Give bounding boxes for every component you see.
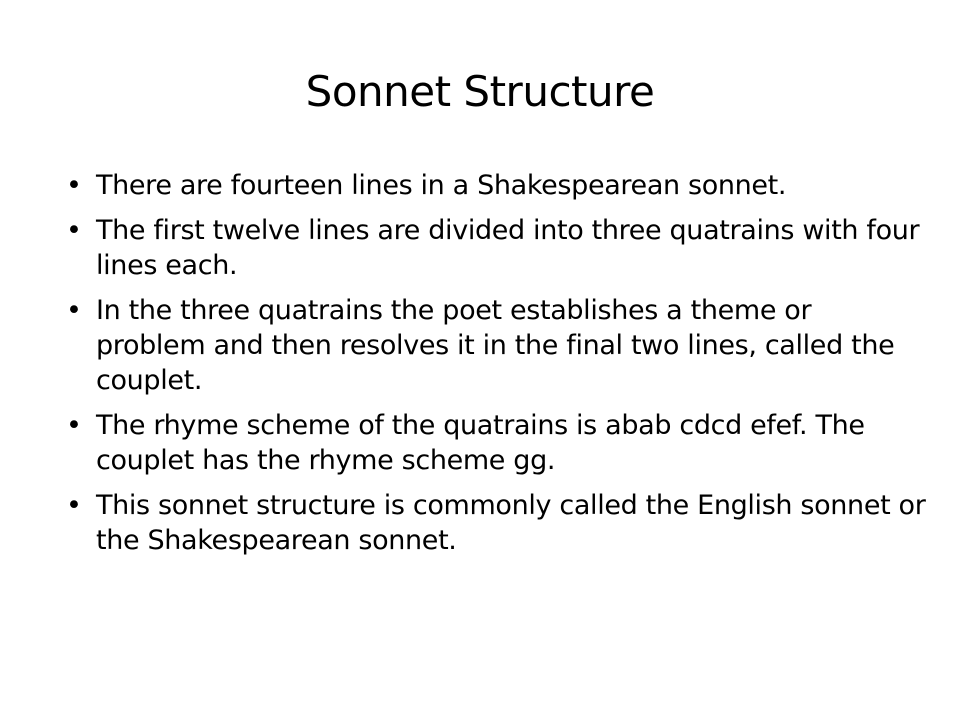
bullet-item — [66, 408, 926, 478]
bullet-item — [66, 488, 926, 558]
bullet-dot-icon: • — [66, 215, 82, 246]
bullet-item — [66, 213, 926, 283]
bullet-item — [66, 293, 926, 398]
bullet-text: This sonnet structure is commonly called the English sonnet or the Shakespearean sonnet. — [96, 490, 926, 556]
bullet-text: There are fourteen lines in a Shakespearean sonnet. — [96, 170, 787, 201]
bullet-list — [66, 168, 926, 568]
bullet-item — [66, 168, 926, 203]
bullet-dot-icon: • — [66, 410, 82, 441]
bullet-text: The first twelve lines are divided into three quatrains with four lines each. — [96, 215, 920, 281]
bullet-dot-icon: • — [66, 490, 82, 521]
bullet-text: The rhyme scheme of the quatrains is abab cdcd efef. The couplet has the rhyme scheme gg. — [96, 410, 865, 476]
bullet-text: In the three quatrains the poet establishes a theme or problem and then resolves it in the final two lines, called the couplet. — [96, 295, 895, 396]
bullet-dot-icon: • — [66, 295, 82, 326]
slide-title: Sonnet Structure — [305, 67, 655, 116]
bullet-dot-icon: • — [66, 170, 82, 201]
